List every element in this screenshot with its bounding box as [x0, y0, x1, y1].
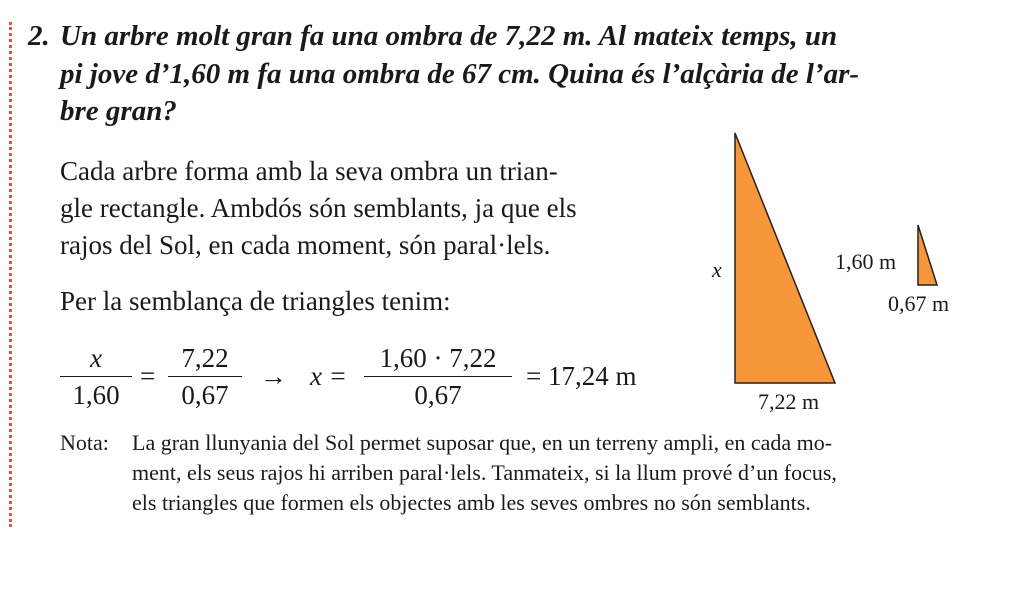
- margin-dotted-line: [9, 22, 12, 527]
- similarity-formula: [0, 342, 700, 422]
- fraction-x-over-height: [60, 342, 132, 411]
- triangles-diagram: [700, 125, 1000, 425]
- similarity-intro: Per la semblança de triangles tenim:: [60, 286, 451, 316]
- problem-number: 2.: [28, 20, 50, 52]
- problem-line-3: bre gran?: [60, 95, 177, 127]
- x-equals: [310, 360, 347, 392]
- small-triangle-base-label: 0,67 m: [888, 291, 950, 316]
- note-line-3: els triangles que formen els objectes amb les seves ombres no són semblants.: [132, 490, 811, 515]
- fraction-1-denominator: 1,60: [72, 380, 120, 410]
- problem-text-1: Un arbre molt gran fa una ombra de 7,22 m. Al mateix temps, un: [60, 20, 838, 52]
- problem-statement: [28, 18, 978, 131]
- x-equals-text: x =: [310, 361, 347, 391]
- fraction-1-numerator: x: [90, 343, 102, 373]
- note-line-1: La gran llunyania del Sol permet suposar que, en un terreny ampli, en cada mo-: [132, 430, 833, 455]
- big-triangle-height-label: x: [712, 257, 722, 282]
- small-triangle-height-label: 1,60 m: [835, 249, 897, 274]
- explanation-line-1: Cada arbre forma amb la seva ombra un trian-: [60, 156, 558, 186]
- triangles-svg: [700, 125, 1000, 425]
- explanation-paragraph: [60, 153, 690, 264]
- fraction-2-denominator: 0,67: [181, 380, 229, 410]
- small-tree-triangle: [918, 225, 937, 285]
- fraction-2-bar: [168, 376, 242, 377]
- result-value: = 17,24 m: [526, 361, 637, 391]
- fraction-3-numerator: 1,60 · 7,22: [379, 343, 497, 373]
- problem-line-2: pi jove d’1,60 m fa una ombra de 67 cm. Quina és l’alçària de l’ar-: [60, 57, 860, 90]
- fraction-3-bar: [364, 376, 512, 377]
- equals-sign-1: =: [140, 361, 156, 391]
- note-line-2: ment, els seus rajos hi arriben paral·lels. Tanmateix, si la llum prové d’un focus,: [132, 460, 837, 485]
- note-block: [60, 428, 980, 518]
- fraction-solution: [364, 342, 512, 411]
- fraction-3-denominator: 0,67: [414, 380, 462, 410]
- fraction-1-bar: [60, 376, 132, 377]
- fraction-2-numerator: 7,22: [181, 343, 229, 373]
- note-label: Nota:: [60, 430, 109, 455]
- big-tree-triangle: [735, 133, 835, 383]
- arrow: →: [260, 361, 287, 391]
- explanation-line-3: rajos del Sol, en cada moment, són paral·lels.: [60, 230, 551, 260]
- explanation-line-2: gle rectangle. Ambdós són semblants, ja que els: [60, 193, 577, 223]
- fraction-shadow-ratio: [168, 342, 242, 411]
- big-triangle-base-label: 7,22 m: [758, 389, 820, 414]
- problem-line-1: [28, 18, 978, 56]
